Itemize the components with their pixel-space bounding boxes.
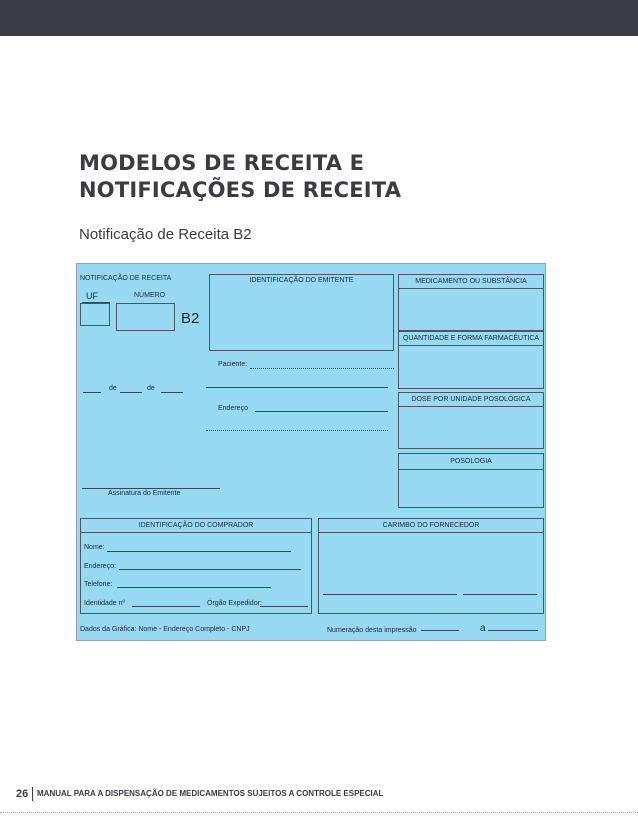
numeracao-line-1[interactable] [421,630,459,631]
quantidade-box[interactable] [398,331,544,389]
a-label: a [480,623,486,634]
date-de-1: de [109,385,117,392]
page-number: 26 [16,788,29,800]
page-footer [0,786,638,802]
footer-dotted-rule [0,812,638,813]
date-month-line [120,392,142,393]
fornecedor-box[interactable] [318,518,544,614]
b2-label: B2 [181,310,200,327]
uf-field[interactable] [80,303,110,326]
top-header-bar [0,0,638,36]
paciente-label: Paciente: [218,361,248,368]
numeracao-line-2[interactable] [488,630,538,631]
endereco-line-2[interactable] [206,430,388,431]
page-title-line-2: NOTIFICAÇÕES DE RECEITA [79,178,402,202]
footer-text: MANUAL PARA A DISPENSAÇÃO DE MEDICAMENTOS SUJEITOS A CONTROLE ESPECIAL [37,789,384,798]
notificacao-label: NOTIFICAÇÃO DE RECEITA [80,275,172,282]
date-year-line [161,392,183,393]
footer-separator [32,787,33,801]
comprador-telefone-label: Telefone: [84,581,113,588]
medicamento-label: MEDICAMENTO OU SUBSTÂNCIA [399,275,543,289]
comprador-endereco-label: Endereço: [84,563,116,570]
comprador-orgao-label: Órgão Expedidor: [207,600,262,607]
numero-field[interactable] [116,303,175,331]
comprador-label: IDENTIFICAÇÃO DO COMPRADOR [81,519,311,533]
paciente-line-2[interactable] [206,387,388,388]
numero-label: NÚMERO [134,292,166,299]
quantidade-label: QUANTIDADE E FORMA FARMACÊUTICA [399,332,543,346]
endereco-label: Endereço [218,405,248,412]
page-title-line-1: MODELOS DE RECEITA E [79,151,365,175]
paciente-line[interactable] [250,368,394,369]
dados-grafica: Dados da Gráfica: Nome - Endereço Completo - CNPJ [80,626,250,633]
identificacao-emitente-label: IDENTIFICAÇÃO DO EMITENTE [249,277,354,284]
posologia-box[interactable] [398,453,544,508]
comprador-orgao-line[interactable] [260,606,308,607]
posologia-label: POSOLOGIA [399,454,543,470]
page-subtitle: Notificação de Receita B2 [79,226,252,243]
date-de-2: de [147,385,155,392]
comprador-identidade-line[interactable] [132,606,200,607]
dose-box[interactable] [398,392,544,449]
comprador-endereco-line[interactable] [119,569,301,570]
uf-label: UF [86,291,98,301]
comprador-nome-label: Nome: [84,544,105,551]
dose-label: DOSE POR UNIDADE POSOLÓGICA [399,393,543,407]
assinatura-line [82,488,220,489]
medicamento-box[interactable] [398,274,544,331]
identificacao-emitente-box[interactable] [209,274,394,351]
fornecedor-line-1[interactable] [323,594,457,595]
fornecedor-line-2[interactable] [463,594,537,595]
numeracao-label: Numeração desta impressão [327,627,417,634]
assinatura-label: Assinatura do Emitente [108,490,181,497]
endereco-line[interactable] [255,411,388,412]
comprador-telefone-line[interactable] [117,587,271,588]
prescription-form-b2 [76,263,546,641]
page-title [79,150,401,204]
comprador-identidade-label: Identidade nº [84,600,126,607]
fornecedor-label: CARIMBO DO FORNECEDOR [319,519,543,533]
date-day-line [83,392,101,393]
comprador-nome-line[interactable] [107,551,291,552]
